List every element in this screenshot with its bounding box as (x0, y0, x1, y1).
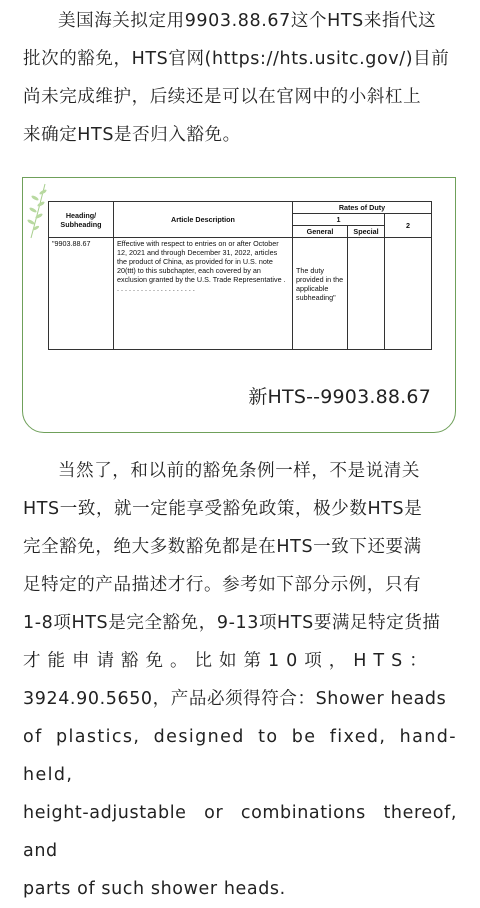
text-line: 当然了，和以前的豁免条例一样，不是说清关 (58, 461, 420, 481)
cell-general: The duty provided in the applicable subheading" (293, 238, 348, 350)
text-line: parts of such shower heads. (23, 879, 286, 899)
image-card (22, 177, 456, 433)
table-row (49, 238, 432, 350)
cell-rate-2 (385, 238, 432, 350)
text-line: 才能申请豁免。比如第10项，HTS： (23, 651, 434, 671)
text-line: 美国海关拟定用9903.88.67这个HTS来指代这 (58, 11, 437, 31)
header-article: Article Description (114, 202, 293, 238)
header-special: Special (348, 226, 385, 238)
text-line: of plastics, designed to be fixed, hand-held, (23, 727, 457, 785)
cell-special (348, 238, 385, 350)
header-heading: Heading/ Subheading (49, 202, 114, 238)
text-line: 3924.90.5650，产品必须得符合：Shower heads (23, 689, 447, 709)
header-rates: Rates of Duty (293, 202, 432, 214)
text-line: HTS一致，就一定能享受豁免政策，极少数HTS是 (23, 499, 423, 519)
cell-heading: "9903.88.67 (49, 238, 114, 350)
text-line: 尚未完成维护，后续还是可以在官网中的小斜杠上 (23, 87, 422, 107)
image-caption: 新HTS--9903.88.67 (248, 386, 431, 408)
cell-description: Effective with respect to entries on or after October 12, 2021 and through December 31, 2022, articles the product of China, as provided for in U.S. note 20(ttt) to this subchapter, each covered by an exclusion granted by the U.S. Trade Representative . . . . . . . . . . . . . . . . . . . . . (114, 238, 293, 350)
text-line: 批次的豁免，HTS官网(https://hts.usitc.gov/)目前 (23, 49, 450, 69)
hts-table (48, 201, 432, 350)
text-line: 完全豁免，绝大多数豁免都是在HTS一致下还要满 (23, 537, 422, 557)
text-line: 来确定HTS是否归入豁免。 (23, 125, 241, 145)
text-line: height-adjustable or combinations thereof, and (23, 803, 457, 861)
body-paragraph (23, 452, 457, 908)
text-line: 1-8项HTS是完全豁免，9-13项HTS要满足特定货描 (23, 613, 441, 633)
intro-paragraph (23, 2, 457, 154)
header-rate-2: 2 (385, 214, 432, 238)
header-rate-1: 1 (293, 214, 385, 226)
text-line: 足特定的产品描述才行。参考如下部分示例，只有 (23, 575, 422, 595)
header-general: General (293, 226, 348, 238)
